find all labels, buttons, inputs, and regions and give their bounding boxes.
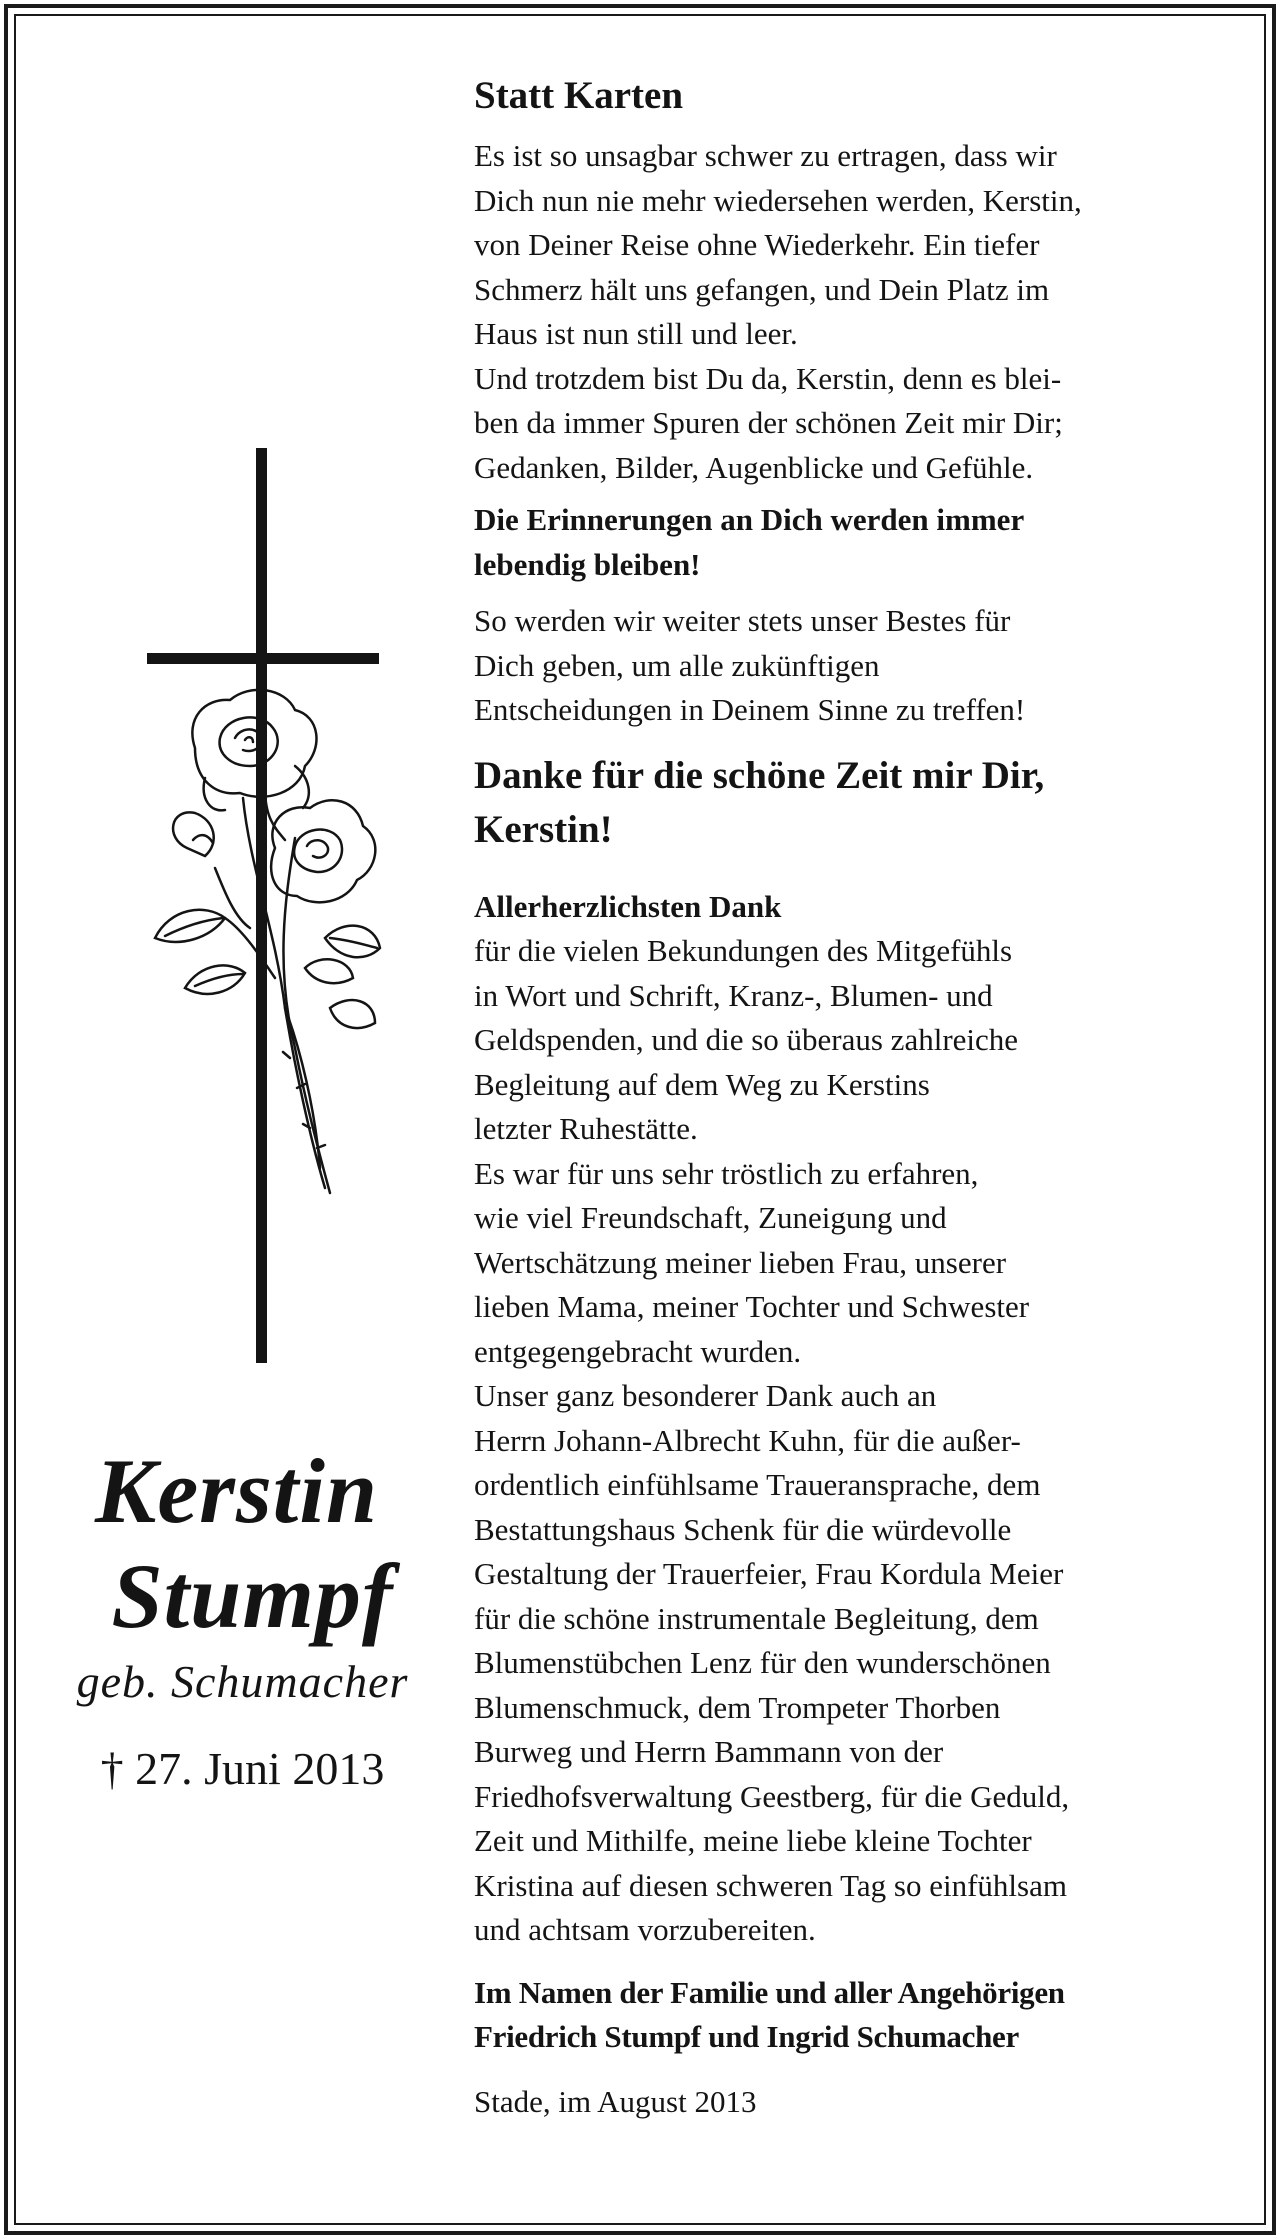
signature: Im Namen der Familie und aller Angehörigen Friedrich Stumpf und Ingrid Schumacher — [474, 1974, 1065, 2054]
memorial-column — [20, 0, 465, 2239]
notice-text-column — [474, 68, 1234, 2124]
deceased-last-name: Stumpf — [111, 1545, 394, 1647]
dank-heading: Allerherzlichsten Dank — [474, 888, 782, 924]
notice-heading: Statt Karten — [474, 74, 684, 117]
promise-paragraph: So werden wir weiter stets unser Bestes für Dich geben, um alle zukünftigen Entscheidungen in Deinem Sinne zu treffen! — [474, 603, 1026, 727]
thanks-title: Danke für die schöne Zeit mir Dir, Kerstin! — [474, 753, 1045, 851]
roses-drawing — [155, 690, 380, 1193]
cross-with-roses-icon — [125, 448, 395, 1368]
intro-paragraph: Es ist so unsagbar schwer zu ertragen, dass wir Dich nun nie mehr wiedersehen werden, Kerstin, von Deiner Reise ohne Wiederkehr. Ein tiefer Schmerz hält uns gefangen, und Dein Platz im Haus ist nun still und leer. Und trotzdem bist Du da, Kerstin, denn es blei- ben da immer Spuren der schönen Zeit mir Dir; Gedanken, Bilder, Augenblicke und Gefühle. — [474, 138, 1082, 485]
place-date: Stade, im August 2013 — [474, 2083, 757, 2119]
death-date: † 27. Juni 2013 — [100, 1743, 385, 1794]
cross-horizontal-beam — [147, 653, 379, 664]
dank-paragraph: für die vielen Bekundungen des Mitgefühls in Wort und Schrift, Kranz-, Blumen- und Geldspenden, und die so überaus zahlreiche Begleitung auf dem Weg zu Kerstins letzter Ruhestätte. Es war für uns sehr tröstlich zu erfahren, wie viel Freundschaft, Zuneigung und Wertschätzung meiner lieben Frau, unserer lieben Mama, meiner Tochter und Schwester entgegengebracht wurden. Unser ganz besonderer Dank auch an Herrn Johann-Albrecht Kuhn, für die außer- ordentlich einfühlsame Traueransprache, dem Bestattungshaus Schenk für die würdevolle Gestaltung der Trauerfeier, Frau Kordula Meier für die schöne instrumentale Begleitung, dem Blumenstübchen Lenz für den wunderschönen Blumenschmuck, dem Trompeter Thorben Burweg und Herrn Bammann von der Friedhofsverwaltung Geestberg, für die Geduld, Zeit und Mithilfe, meine liebe kleine Tochter Kristina auf diesen schweren Tag so einfühlsam und achtsam vorzubereiten. — [474, 933, 1070, 1947]
memories-paragraph: Die Erinnerungen an Dich werden immer lebendig bleiben! — [474, 502, 1025, 582]
maiden-name: geb. Schumacher — [76, 1656, 409, 1707]
deceased-first-name: Kerstin — [94, 1440, 379, 1542]
